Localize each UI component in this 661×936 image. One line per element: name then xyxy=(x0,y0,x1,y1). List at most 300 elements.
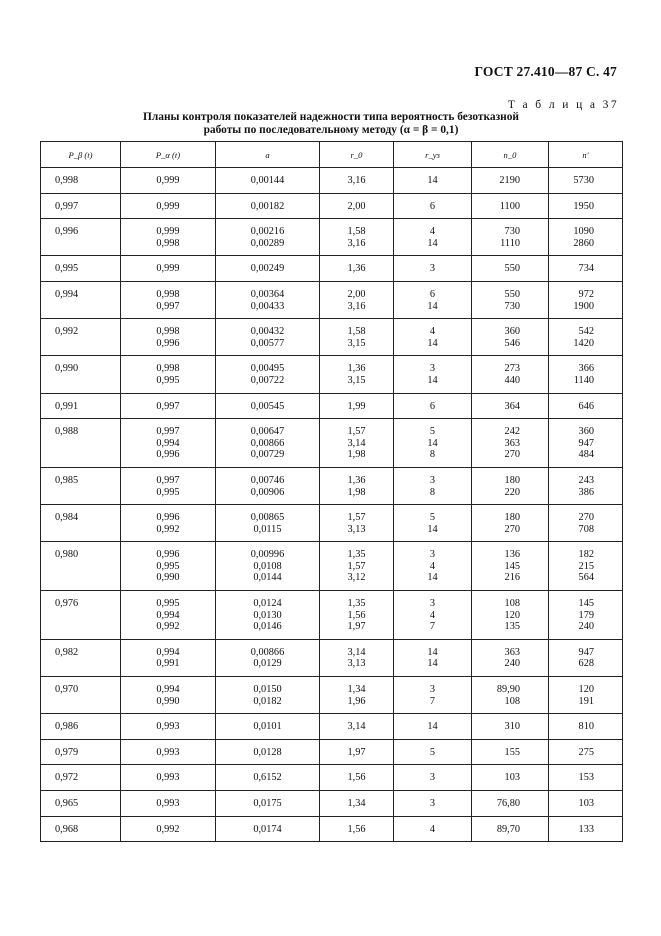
cell-value: 0,997 xyxy=(156,300,180,312)
cell-r-uz xyxy=(394,467,472,504)
cell-value: 0,996 xyxy=(55,226,79,238)
cell-n0 xyxy=(472,677,549,714)
table-row xyxy=(41,505,623,542)
cell-n0 xyxy=(472,591,549,640)
cell-p-alpha xyxy=(121,677,216,714)
cell-a xyxy=(216,591,320,640)
cell-value: 0,00289 xyxy=(250,237,285,249)
table-row xyxy=(41,639,623,676)
table-row xyxy=(41,319,623,356)
cell-n-prime xyxy=(549,256,623,282)
table-number-label: Т а б л и ц а 37 xyxy=(507,99,619,111)
table-row xyxy=(41,168,623,194)
cell-value: 4 xyxy=(429,609,436,621)
cell-value: 270 xyxy=(578,512,594,524)
table-row xyxy=(41,791,623,817)
cell-value: 0,0124 xyxy=(253,598,282,610)
cell-value: 3 xyxy=(429,263,436,275)
cell-value: 0,995 xyxy=(55,263,79,275)
cell-value: 242 xyxy=(504,426,520,438)
col-header-n-prime: n' xyxy=(549,142,623,168)
cell-value: 0,998 xyxy=(156,288,180,300)
cell-n0 xyxy=(472,393,549,419)
cell-value: 0,998 xyxy=(156,363,180,375)
cell-r0 xyxy=(320,467,394,504)
cell-value: 3 xyxy=(429,549,436,561)
cell-value: 4 xyxy=(429,560,436,572)
cell-value: 14 xyxy=(427,175,438,186)
cell-value: 3,16 xyxy=(347,300,366,312)
cell-n0 xyxy=(472,168,549,194)
cell-value: 0,00432 xyxy=(250,326,285,338)
cell-n-prime xyxy=(549,393,623,419)
table-row xyxy=(41,393,623,419)
cell-value: 0,995 xyxy=(156,598,180,610)
col-header-p-alpha: P_α (t) xyxy=(121,142,216,168)
cell-value: 1,35 xyxy=(347,598,366,610)
cell-value: 0,00182 xyxy=(250,200,285,212)
cell-value: 1950 xyxy=(573,200,594,212)
cell-p-beta xyxy=(41,542,121,591)
cell-value: 0,990 xyxy=(156,695,180,707)
cell-value: 270 xyxy=(504,449,520,461)
cell-p-alpha xyxy=(121,467,216,504)
cell-value: 14 xyxy=(427,658,438,670)
cell-value: 0,992 xyxy=(156,823,180,835)
cell-p-alpha xyxy=(121,193,216,219)
cell-p-beta xyxy=(41,356,121,393)
cell-a xyxy=(216,739,320,765)
cell-p-beta xyxy=(41,714,121,740)
cell-value: 1,98 xyxy=(347,486,366,498)
cell-value: 0,998 xyxy=(156,237,180,249)
cell-value: 0,996 xyxy=(156,449,180,461)
cell-value: 7 xyxy=(429,695,436,707)
cell-value: 550 xyxy=(504,288,520,300)
cell-value: 3,13 xyxy=(347,658,366,670)
cell-r0 xyxy=(320,791,394,817)
cell-value: 440 xyxy=(504,374,520,386)
cell-n0 xyxy=(472,193,549,219)
cell-p-beta xyxy=(41,168,121,194)
cell-r0 xyxy=(320,319,394,356)
cell-value: 0,00364 xyxy=(250,288,285,300)
cell-value: 2190 xyxy=(499,175,520,186)
cell-r-uz xyxy=(394,791,472,817)
cell-value: 5 xyxy=(429,512,436,524)
cell-value: 215 xyxy=(578,560,594,572)
cell-value: 0,992 xyxy=(156,523,180,535)
cell-value: 14 xyxy=(427,437,438,449)
cell-value: 0,00996 xyxy=(250,549,285,561)
cell-value: 220 xyxy=(504,486,520,498)
cell-value: 310 xyxy=(504,721,520,733)
cell-value: 0,994 xyxy=(55,288,79,300)
cell-value: 0,00866 xyxy=(250,646,285,658)
cell-n-prime xyxy=(549,542,623,591)
cell-n-prime xyxy=(549,765,623,791)
cell-value: 135 xyxy=(504,621,520,633)
cell-value: 5 xyxy=(429,426,436,438)
cell-value: 5730 xyxy=(573,175,594,186)
cell-value: 273 xyxy=(504,363,520,375)
cell-value: 3 xyxy=(429,684,436,696)
cell-r0 xyxy=(320,281,394,318)
cell-a xyxy=(216,816,320,842)
cell-n-prime xyxy=(549,168,623,194)
cell-p-beta xyxy=(41,419,121,468)
cell-n-prime xyxy=(549,677,623,714)
table-row xyxy=(41,256,623,282)
cell-r-uz xyxy=(394,739,472,765)
cell-value: 5 xyxy=(429,746,436,758)
cell-r0 xyxy=(320,714,394,740)
cell-n-prime xyxy=(549,419,623,468)
cell-value: 0,996 xyxy=(156,512,180,524)
cell-value: 0,0146 xyxy=(253,621,282,633)
cell-value: 103 xyxy=(578,798,594,809)
cell-value: 550 xyxy=(504,263,520,275)
cell-a xyxy=(216,765,320,791)
cell-r0 xyxy=(320,765,394,791)
cell-p-alpha xyxy=(121,765,216,791)
cell-r-uz xyxy=(394,319,472,356)
cell-value: 0,993 xyxy=(156,772,180,784)
cell-value: 1,35 xyxy=(347,549,366,561)
cell-a xyxy=(216,168,320,194)
cell-value: 8 xyxy=(429,486,436,498)
cell-value: 182 xyxy=(578,549,594,561)
cell-p-beta xyxy=(41,319,121,356)
cell-p-alpha xyxy=(121,639,216,676)
table-row xyxy=(41,419,623,468)
cell-value: 0,00865 xyxy=(250,512,285,524)
cell-p-alpha xyxy=(121,505,216,542)
cell-value: 0,988 xyxy=(55,426,79,438)
cell-r0 xyxy=(320,393,394,419)
cell-value: 6 xyxy=(429,288,436,300)
col-header-p-beta: P_β (t) xyxy=(41,142,121,168)
cell-value: 0,997 xyxy=(156,474,180,486)
cell-n-prime xyxy=(549,791,623,817)
table-row xyxy=(41,591,623,640)
cell-value: 89,70 xyxy=(496,823,520,835)
col-header-r-uz: r_уз xyxy=(394,142,472,168)
cell-n0 xyxy=(472,319,549,356)
cell-value: 484 xyxy=(578,449,594,461)
cell-value: 14 xyxy=(427,237,438,249)
cell-value: 0,0129 xyxy=(253,658,282,670)
cell-value: 1,99 xyxy=(347,400,366,412)
cell-value: 3,14 xyxy=(347,721,366,733)
cell-value: 216 xyxy=(504,572,520,584)
table-caption xyxy=(40,111,622,137)
cell-p-alpha xyxy=(121,739,216,765)
cell-p-alpha xyxy=(121,256,216,282)
cell-value: 120 xyxy=(578,684,594,696)
cell-value: 2,00 xyxy=(347,288,366,300)
cell-p-beta xyxy=(41,739,121,765)
cell-r-uz xyxy=(394,639,472,676)
cell-value: 275 xyxy=(578,746,594,758)
cell-value: 0,0150 xyxy=(253,684,282,696)
cell-value: 947 xyxy=(578,437,594,449)
cell-value: 1,97 xyxy=(347,621,366,633)
cell-value: 1,36 xyxy=(347,363,366,375)
cell-value: 363 xyxy=(504,437,520,449)
cell-r-uz xyxy=(394,505,472,542)
cell-n-prime xyxy=(549,816,623,842)
cell-value: 0,0174 xyxy=(253,823,282,835)
cell-value: 0,00722 xyxy=(250,374,285,386)
cell-value: 1,34 xyxy=(347,684,366,696)
cell-value: 1090 xyxy=(573,226,594,238)
table-row xyxy=(41,816,623,842)
cell-n-prime xyxy=(549,467,623,504)
cell-value: 4 xyxy=(429,226,436,238)
cell-value: 0,994 xyxy=(156,609,180,621)
cell-value: 0,0144 xyxy=(253,572,282,584)
cell-value: 0,998 xyxy=(156,326,180,338)
cell-value: 6 xyxy=(429,200,436,212)
cell-value: 386 xyxy=(578,486,594,498)
cell-r0 xyxy=(320,193,394,219)
cell-r0 xyxy=(320,816,394,842)
cell-n0 xyxy=(472,467,549,504)
cell-value: 734 xyxy=(578,263,594,275)
cell-value: 1,58 xyxy=(347,226,366,238)
cell-value: 180 xyxy=(504,512,520,524)
cell-value: 1900 xyxy=(573,300,594,312)
table-row xyxy=(41,714,623,740)
cell-value: 360 xyxy=(578,426,594,438)
cell-value: 240 xyxy=(504,658,520,670)
cell-value: 136 xyxy=(504,549,520,561)
cell-r-uz xyxy=(394,256,472,282)
cell-value: 1110 xyxy=(500,237,520,249)
cell-r-uz xyxy=(394,168,472,194)
cell-n0 xyxy=(472,256,549,282)
cell-value: 0,965 xyxy=(55,798,79,809)
cell-value: 0,986 xyxy=(55,721,79,733)
cell-p-alpha xyxy=(121,393,216,419)
cell-n-prime xyxy=(549,219,623,256)
cell-value: 0,994 xyxy=(156,684,180,696)
cell-p-alpha xyxy=(121,219,216,256)
cell-p-beta xyxy=(41,677,121,714)
cell-value: 0,0108 xyxy=(253,560,282,572)
cell-n0 xyxy=(472,505,549,542)
cell-p-beta xyxy=(41,219,121,256)
cell-r-uz xyxy=(394,714,472,740)
cell-n-prime xyxy=(549,356,623,393)
cell-r-uz xyxy=(394,677,472,714)
cell-p-alpha xyxy=(121,591,216,640)
cell-value: 0,997 xyxy=(156,400,180,412)
table-body xyxy=(41,168,623,842)
cell-value: 145 xyxy=(578,598,594,610)
cell-value: 972 xyxy=(578,288,594,300)
cell-r0 xyxy=(320,542,394,591)
caption-line-2: работы по последовательному методу (α = β = 0,1) xyxy=(203,124,459,136)
cell-p-alpha xyxy=(121,319,216,356)
cell-a xyxy=(216,419,320,468)
cell-value: 108 xyxy=(504,598,520,610)
cell-value: 810 xyxy=(578,721,594,733)
cell-a xyxy=(216,639,320,676)
cell-p-alpha xyxy=(121,281,216,318)
cell-value: 0,00746 xyxy=(250,474,285,486)
cell-a xyxy=(216,193,320,219)
cell-n0 xyxy=(472,639,549,676)
cell-value: 0,972 xyxy=(55,772,79,784)
cell-value: 89,90 xyxy=(496,684,520,696)
cell-value: 564 xyxy=(578,572,594,584)
cell-value: 0,6152 xyxy=(253,772,282,784)
cell-value: 546 xyxy=(504,337,520,349)
cell-p-beta xyxy=(41,193,121,219)
cell-n-prime xyxy=(549,193,623,219)
cell-n-prime xyxy=(549,639,623,676)
cell-n0 xyxy=(472,356,549,393)
col-header-n0: n_0 xyxy=(472,142,549,168)
cell-value: 0,990 xyxy=(156,572,180,584)
cell-n-prime xyxy=(549,714,623,740)
cell-n0 xyxy=(472,542,549,591)
cell-value: 0,0115 xyxy=(253,523,282,535)
cell-value: 363 xyxy=(504,646,520,658)
cell-value: 8 xyxy=(429,449,436,461)
cell-n-prime xyxy=(549,591,623,640)
cell-p-beta xyxy=(41,591,121,640)
cell-a xyxy=(216,542,320,591)
cell-value: 4 xyxy=(429,326,436,338)
cell-value: 1,98 xyxy=(347,449,366,461)
cell-a xyxy=(216,677,320,714)
cell-value: 103 xyxy=(504,772,520,784)
table-row xyxy=(41,193,623,219)
cell-r0 xyxy=(320,219,394,256)
table-row xyxy=(41,677,623,714)
cell-a xyxy=(216,467,320,504)
cell-p-alpha xyxy=(121,816,216,842)
cell-value: 76,80 xyxy=(496,798,520,809)
cell-value: 2860 xyxy=(573,237,594,249)
cell-value: 0,00906 xyxy=(250,486,285,498)
cell-value: 0,993 xyxy=(156,746,180,758)
cell-value: 1,36 xyxy=(347,474,366,486)
cell-value: 0,00144 xyxy=(250,175,285,186)
cell-r-uz xyxy=(394,419,472,468)
cell-value: 0,979 xyxy=(55,746,79,758)
table-row xyxy=(41,739,623,765)
cell-value: 1,57 xyxy=(347,512,366,524)
cell-value: 3,14 xyxy=(347,437,366,449)
cell-value: 364 xyxy=(504,400,520,412)
cell-value: 179 xyxy=(578,609,594,621)
cell-value: 0,993 xyxy=(156,798,180,809)
cell-value: 0,00433 xyxy=(250,300,285,312)
cell-a xyxy=(216,356,320,393)
cell-value: 3,15 xyxy=(347,337,366,349)
cell-r0 xyxy=(320,639,394,676)
cell-n0 xyxy=(472,281,549,318)
cell-value: 0,996 xyxy=(156,337,180,349)
cell-value: 0,0130 xyxy=(253,609,282,621)
cell-value: 0,994 xyxy=(156,437,180,449)
cell-n0 xyxy=(472,739,549,765)
cell-p-alpha xyxy=(121,791,216,817)
cell-value: 270 xyxy=(504,523,520,535)
cell-r-uz xyxy=(394,591,472,640)
cell-p-beta xyxy=(41,816,121,842)
cell-value: 3 xyxy=(429,772,436,784)
cell-value: 0,976 xyxy=(55,598,79,610)
cell-r0 xyxy=(320,168,394,194)
cell-value: 1420 xyxy=(573,337,594,349)
cell-value: 0,998 xyxy=(55,175,79,186)
cell-value: 0,999 xyxy=(156,226,180,238)
cell-n0 xyxy=(472,714,549,740)
cell-value: 6 xyxy=(429,400,436,412)
cell-value: 0,991 xyxy=(55,400,79,412)
cell-p-alpha xyxy=(121,356,216,393)
cell-value: 542 xyxy=(578,326,594,338)
table-row xyxy=(41,219,623,256)
cell-p-alpha xyxy=(121,419,216,468)
cell-a xyxy=(216,393,320,419)
cell-r-uz xyxy=(394,193,472,219)
cell-n0 xyxy=(472,765,549,791)
cell-value: 1,34 xyxy=(347,798,366,809)
cell-value: 708 xyxy=(578,523,594,535)
cell-value: 646 xyxy=(578,400,594,412)
cell-value: 155 xyxy=(504,746,520,758)
cell-n0 xyxy=(472,791,549,817)
cell-value: 0,00577 xyxy=(250,337,285,349)
cell-n-prime xyxy=(549,281,623,318)
cell-value: 2,00 xyxy=(347,200,366,212)
cell-value: 3 xyxy=(429,598,436,610)
cell-r0 xyxy=(320,256,394,282)
cell-r0 xyxy=(320,677,394,714)
cell-p-alpha xyxy=(121,714,216,740)
cell-value: 0,984 xyxy=(55,512,79,524)
cell-value: 240 xyxy=(578,621,594,633)
document-reference: ГОСТ 27.410—87 С. 47 xyxy=(474,64,617,79)
table-row xyxy=(41,281,623,318)
cell-value: 3 xyxy=(429,798,436,809)
cell-a xyxy=(216,791,320,817)
cell-value: 0,985 xyxy=(55,474,79,486)
cell-value: 0,968 xyxy=(55,823,79,835)
cell-value: 0,992 xyxy=(55,326,79,338)
cell-value: 0,997 xyxy=(55,200,79,212)
cell-value: 1,57 xyxy=(347,560,366,572)
cell-value: 3,13 xyxy=(347,523,366,535)
cell-value: 0,997 xyxy=(156,426,180,438)
cell-value: 1100 xyxy=(499,200,520,212)
cell-value: 14 xyxy=(427,572,438,584)
cell-value: 108 xyxy=(504,695,520,707)
cell-p-beta xyxy=(41,639,121,676)
cell-p-beta xyxy=(41,791,121,817)
cell-r0 xyxy=(320,419,394,468)
cell-a xyxy=(216,281,320,318)
cell-a xyxy=(216,256,320,282)
cell-n-prime xyxy=(549,739,623,765)
cell-r-uz xyxy=(394,542,472,591)
